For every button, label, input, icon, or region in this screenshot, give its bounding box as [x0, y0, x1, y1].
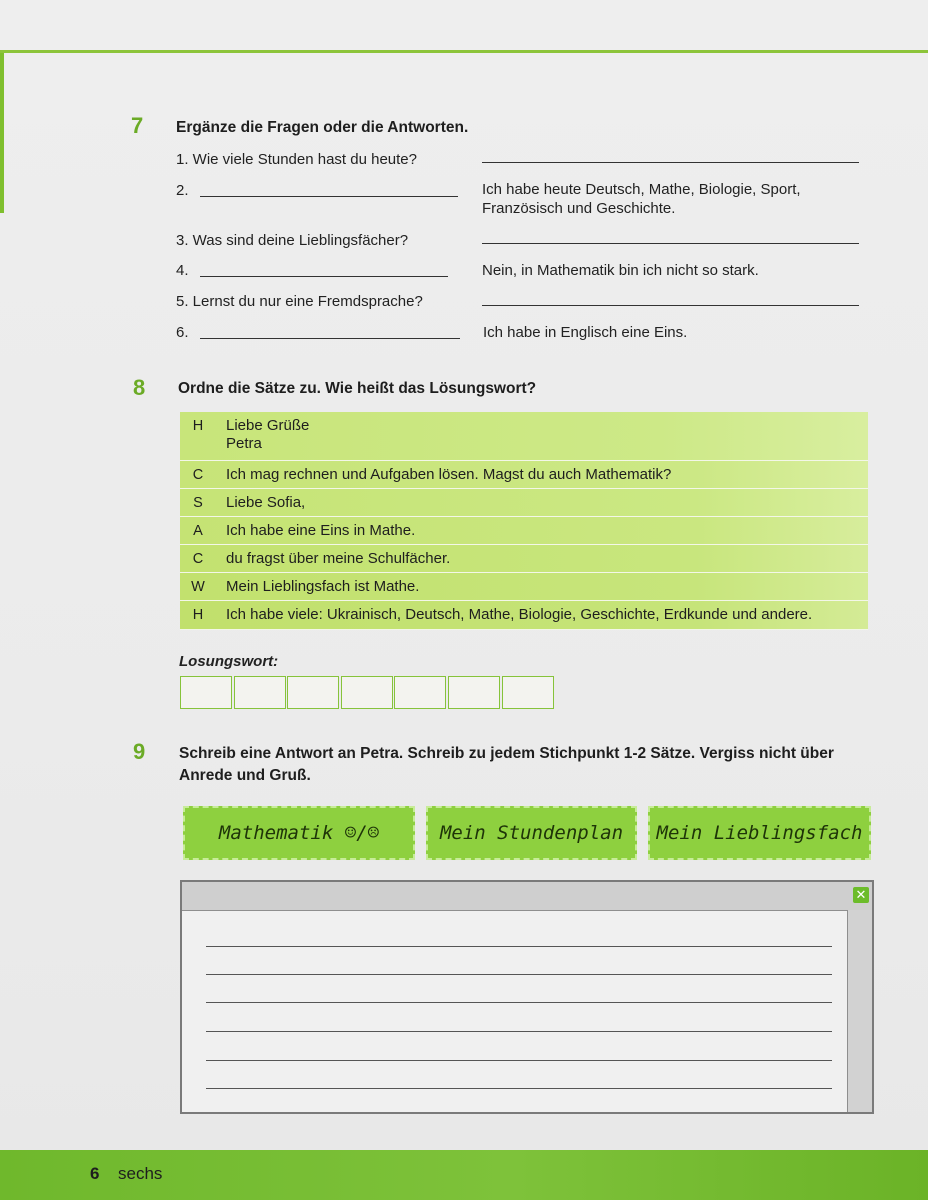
table-row [180, 545, 868, 573]
writing-line[interactable] [206, 1060, 832, 1061]
row-sentence: Ich habe eine Eins in Mathe. [226, 522, 416, 539]
ex7-item-6-question-line[interactable] [200, 338, 460, 339]
exercise-8-number: 8 [133, 375, 146, 400]
writing-line[interactable] [206, 974, 832, 975]
topic-tags [183, 806, 873, 862]
ex7-item-4-label: 4. [176, 262, 189, 279]
exercise-8-heading: Ordne die Sätze zu. Wie heißt das Lösungswort? [178, 380, 537, 397]
exercise-7-number: 7 [131, 113, 144, 138]
table-row [180, 517, 868, 545]
page-number-word: sechs [118, 1164, 163, 1183]
solution-box[interactable] [287, 676, 339, 709]
exercise-9-heading: Schreib eine Antwort an Petra. Schreib zu jedem Stichpunkt 1-2 Sätze. Vergiss nicht über Anrede und Gruß. [179, 745, 834, 784]
ex7-item-2-answer: Ich habe heute Deutsch, Mathe, Biologie, Sport, Französisch und Geschichte. [482, 181, 801, 217]
solution-box[interactable] [448, 676, 500, 709]
solution-word-grid [180, 676, 555, 709]
ex7-item-4-answer: Nein, in Mathematik bin ich nicht so stark. [482, 262, 759, 279]
writing-line[interactable] [206, 1088, 832, 1089]
row-sentence: Ich habe viele: Ukrainisch, Deutsch, Mathe, Biologie, Geschichte, Erdkunde und andere. [226, 606, 813, 623]
row-letter: A [193, 523, 203, 539]
row-sentence: Liebe Grüße Petra [226, 417, 310, 452]
row-letter: C [192, 551, 204, 567]
row-sentence: Ich mag rechnen und Aufgaben lösen. Magst du auch Mathematik? [226, 466, 672, 483]
table-row [180, 461, 868, 489]
sentence-order-table [180, 412, 868, 630]
tag-lieblingsfach: Mein Lieblingsfach [648, 806, 871, 860]
exercise-7-heading: Ergänze die Fragen oder die Antworten. [176, 119, 469, 136]
letter-writing-box[interactable] [180, 880, 874, 1114]
row-sentence: Liebe Sofia, [226, 494, 306, 511]
writing-line[interactable] [206, 946, 832, 947]
table-row [180, 573, 868, 601]
table-row [180, 412, 868, 461]
close-icon[interactable]: ✕ [853, 887, 869, 903]
solution-box[interactable] [341, 676, 393, 709]
row-letter: H [192, 607, 204, 623]
solution-box[interactable] [502, 676, 554, 709]
solution-box[interactable] [234, 676, 286, 709]
solution-box[interactable] [180, 676, 232, 709]
solution-box[interactable] [394, 676, 446, 709]
ex7-item-5-answer-line[interactable] [482, 305, 859, 306]
writing-line[interactable] [206, 1002, 832, 1003]
ex7-item-4-question-line[interactable] [200, 276, 448, 277]
tag-stundenplan: Mein Stundenplan [426, 806, 637, 860]
solution-word-label: Losungswort: [179, 653, 279, 670]
ex7-item-3-question: 3. Was sind deine Lieblingsfächer? [176, 232, 409, 249]
row-letter: H [192, 418, 204, 434]
ex7-item-1-question: 1. Wie viele Stunden hast du heute? [176, 151, 417, 168]
page-number: 6 [90, 1164, 100, 1183]
tag-mathematik: Mathematik ☺/☹ [183, 806, 415, 860]
ex7-item-5-question: 5. Lernst du nur eine Fremdsprache? [176, 293, 423, 310]
writing-box-titlebar [182, 882, 872, 911]
table-row [180, 489, 868, 517]
left-accent-strip [0, 53, 4, 213]
writing-line[interactable] [206, 1031, 832, 1032]
writing-box-scrollbar[interactable] [847, 910, 872, 1112]
row-letter: W [191, 579, 205, 595]
ex7-item-6-label: 6. [176, 324, 189, 341]
top-rule [0, 50, 928, 53]
table-row [180, 601, 868, 630]
ex7-item-1-answer-line[interactable] [482, 162, 859, 163]
exercise-9-number: 9 [133, 739, 146, 764]
row-letter: S [193, 495, 203, 511]
row-letter: C [192, 467, 204, 483]
row-sentence: Mein Lieblingsfach ist Mathe. [226, 578, 420, 595]
ex7-item-3-answer-line[interactable] [482, 243, 859, 244]
row-sentence: du fragst über meine Schulfächer. [226, 550, 451, 567]
ex7-item-2-label: 2. [176, 182, 189, 199]
ex7-item-6-answer: Ich habe in Englisch eine Eins. [483, 324, 688, 341]
ex7-item-2-question-line[interactable] [200, 196, 458, 197]
